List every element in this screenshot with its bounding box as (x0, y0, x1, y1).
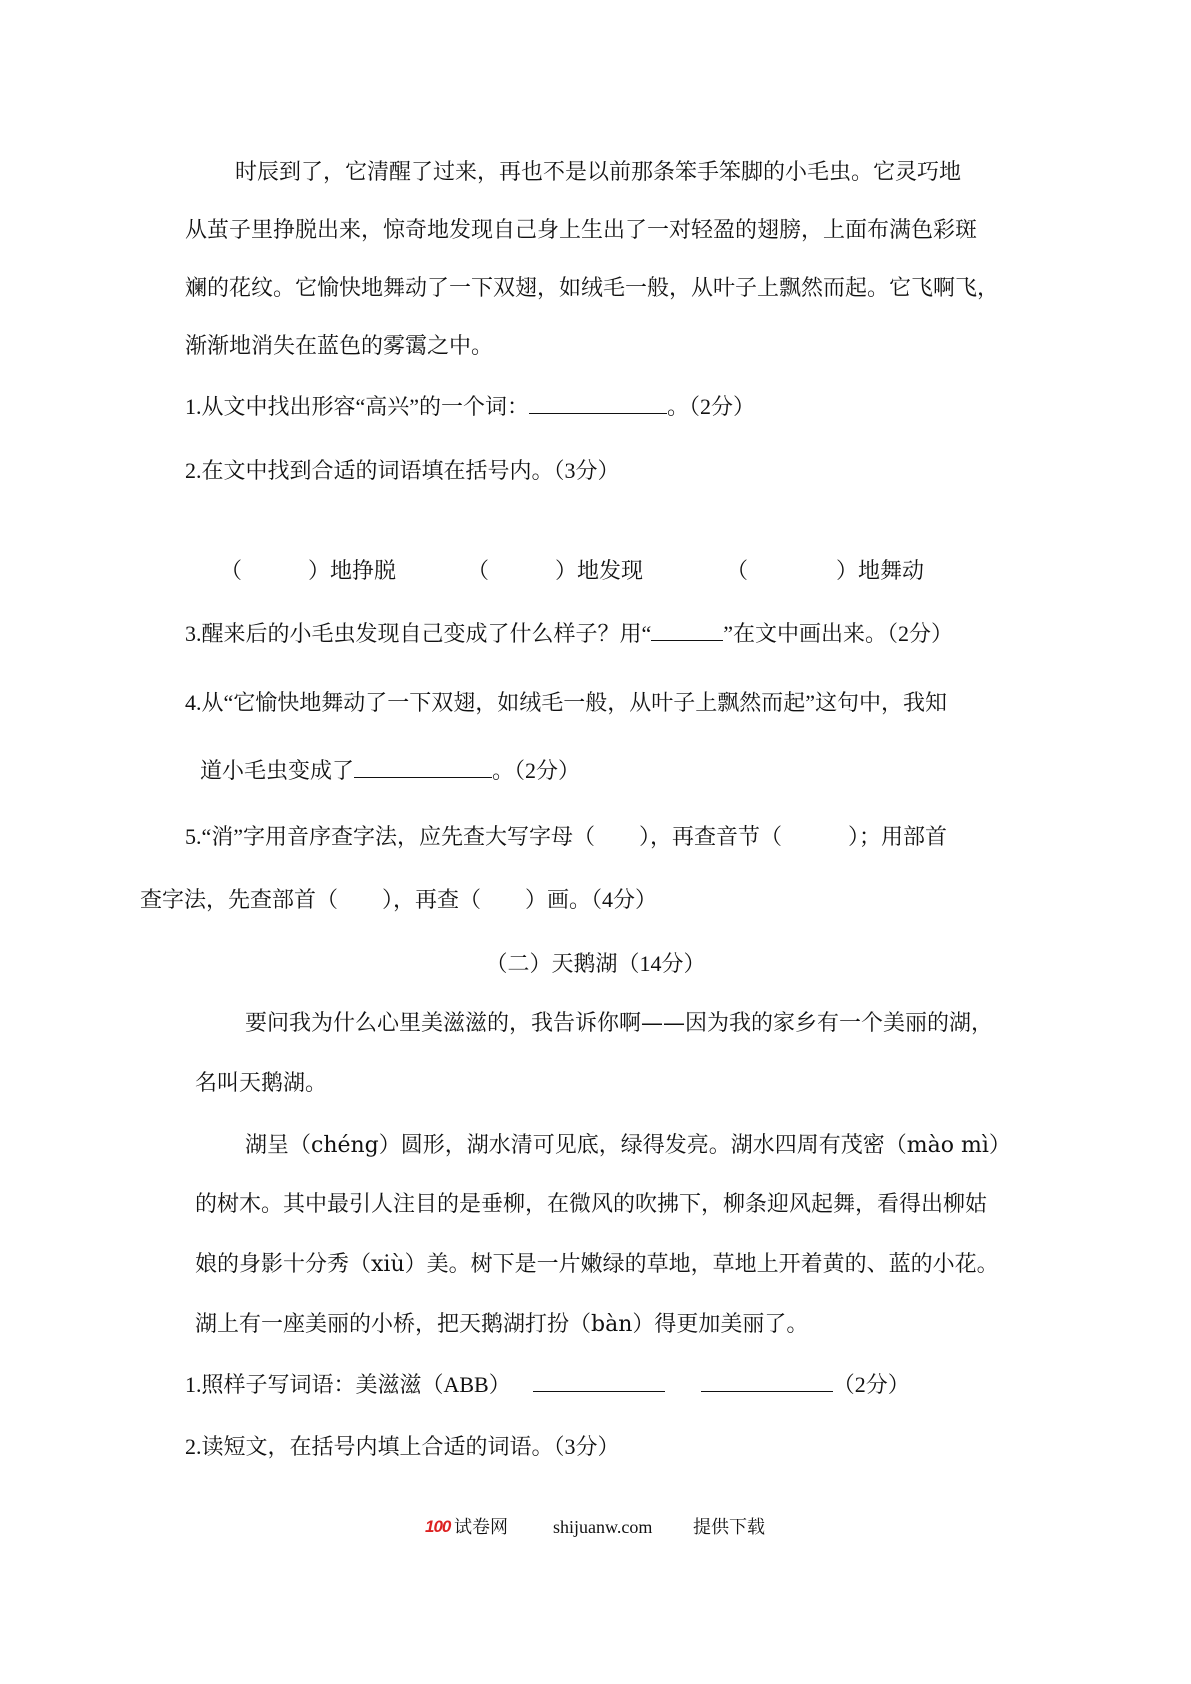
passage-line: 名叫天鹅湖。 (195, 1071, 328, 1096)
question-4-prefix: 道小毛虫变成了 (200, 758, 355, 783)
question-5-line2: 查字法，先查部首（ ），再查（ ）画。（4分） (140, 887, 658, 912)
question-1 (185, 392, 755, 422)
answer-blank[interactable] (533, 1371, 665, 1392)
answer-blank[interactable] (354, 757, 492, 778)
question-2-bracket-row (0, 556, 1191, 586)
section2-question-2: 2.读短文，在括号内填上合适的词语。（3分） (185, 1434, 620, 1459)
passage-line: 娘的身影十分秀（xiù）美。树下是一片嫩绿的草地，草地上开着黄的、蓝的小花。 (195, 1252, 999, 1277)
page-footer (0, 1512, 1191, 1542)
passage-line: 要问我为什么心里美滋滋的，我告诉你啊——因为我的家乡有一个美丽的湖， (245, 1011, 994, 1036)
question-2: 2.在文中找到合适的词语填在括号内。（3分） (185, 458, 620, 483)
passage-line: 的树木。其中最引人注目的是垂柳，在微风的吹拂下，柳条迎风起舞，看得出柳姑 (195, 1192, 988, 1217)
underline-sample (651, 620, 723, 641)
passage-line: 斓的花纹。它愉快地舞动了一下双翅，如绒毛一般，从叶子上飘然而起。它飞啊飞， (185, 276, 1000, 301)
question-4-suffix: 。（2分） (492, 758, 581, 783)
section2-question-1 (185, 1370, 910, 1400)
passage-line: 湖呈（chéng）圆形，湖水清可见底，绿得发亮。湖水四周有茂密（mào mì） (245, 1133, 1011, 1158)
fill-bracket[interactable]: （ ）地舞动 (726, 558, 925, 583)
passage-line: 从茧子里挣脱出来，惊奇地发现自己身上生出了一对轻盈的翅膀，上面布满色彩斑 (185, 218, 978, 243)
fill-bracket[interactable]: （ ）地挣脱 (220, 558, 397, 583)
footer-note: 提供下载 (693, 1517, 765, 1537)
site-logo: 100 (425, 1517, 451, 1536)
passage-line: 湖上有一座美丽的小桥，把天鹅湖打扮（bàn）得更加美丽了。 (195, 1312, 809, 1337)
question-3-suffix: ”在文中画出来。（2分） (723, 621, 954, 646)
footer-site[interactable]: shijuanw.com (553, 1517, 653, 1537)
section2-question-1-suffix: （2分） (832, 1372, 910, 1397)
question-4-line1: 4.从“它愉快地舞动了一下双翅，如绒毛一般，从叶子上飘然而起”这句中，我知 (185, 690, 948, 715)
section2-question-1-prefix: 1.照样子写词语：美滋滋（ABB） (185, 1372, 511, 1397)
question-1-prefix: 1.从文中找出形容“高兴”的一个词： (185, 394, 530, 419)
question-1-suffix: 。（2分） (667, 394, 756, 419)
question-3 (185, 619, 953, 649)
footer-brand: 试卷网 (454, 1517, 508, 1537)
passage-line: 时辰到了，它清醒了过来，再也不是以前那条笨手笨脚的小毛虫。它灵巧地 (235, 160, 962, 185)
answer-blank[interactable] (701, 1371, 833, 1392)
section-title: （二）天鹅湖（14分） (485, 951, 706, 976)
answer-blank[interactable] (529, 393, 667, 414)
passage-line: 渐渐地消失在蓝色的雾霭之中。 (185, 334, 494, 359)
fill-bracket[interactable]: （ ）地发现 (467, 558, 644, 583)
question-4-line2 (200, 756, 580, 786)
question-5-line1: 5.“消”字用音序查字法，应先查大写字母（ ），再查音节（ ）；用部首 (185, 824, 948, 849)
question-3-prefix: 3.醒来后的小毛虫发现自己变成了什么样子？用“ (185, 621, 652, 646)
